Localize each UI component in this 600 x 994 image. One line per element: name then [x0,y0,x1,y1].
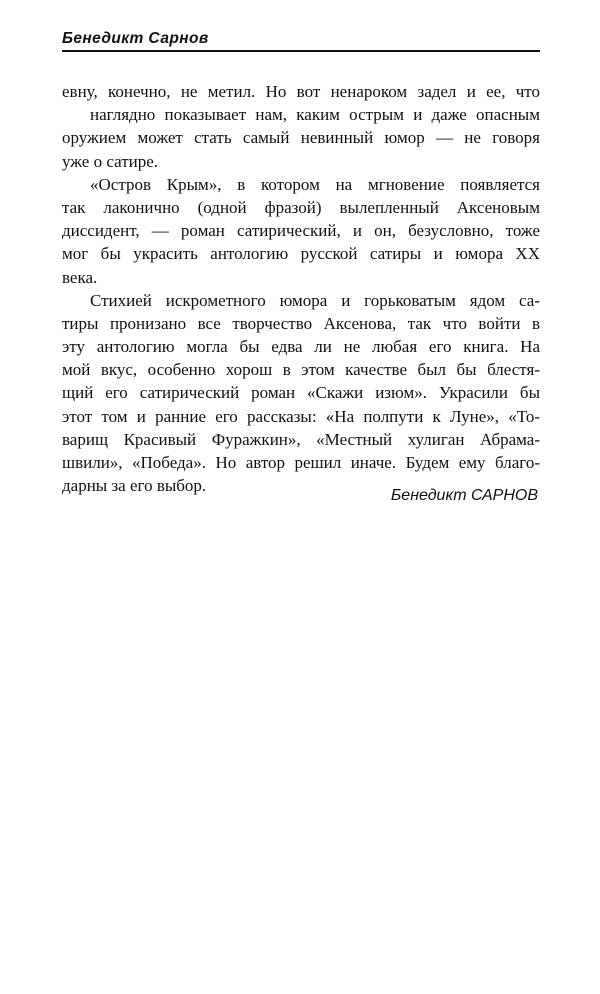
text-line: уже о сатире. [62,151,159,171]
body-text [62,80,540,497]
text-line: наглядно показывает нам, каким острым и даже опасным [90,105,540,125]
paragraph [62,289,540,498]
paragraph [62,80,540,173]
text-line: тиры пронизано все творчество Аксенова, так что войти в [62,313,540,333]
text-line: этот том и ранние его рассказы: «На полпути к Луне», «То- [62,406,540,426]
text-line: Стихией искрометного юмора и горьковатым ядом са- [90,290,540,310]
text-line: «Остров Крым», в котором на мгновение появляется [90,174,540,194]
header-rule [62,50,540,52]
running-title: Бенедикт Сарнов [62,30,209,47]
text-line: так лаконично (одной фразой) вылепленный Аксеновым [62,197,540,217]
text-line: швили», «Победа». Но автор решил иначе. Будем ему благо- [62,453,540,472]
text-line: оружием может стать самый невинный юмор — не говоря [62,128,540,148]
text-line: века. [62,267,98,287]
text-line: мог бы украсить антологию русской сатиры и юмора XX [62,244,540,264]
author-signature: Бенедикт САРНОВ [390,487,538,504]
text-line: дарны за его выбор. [62,476,207,496]
paragraph [62,173,540,289]
text-line: диссидент, — роман сатирический, и он, безусловно, тоже [62,221,540,241]
text-line: щий его сатирический роман «Скажи изюм». Украсили бы [62,383,540,403]
text-line: эту антологию могла бы едва ли не любая его книга. На [62,337,540,357]
text-line: мой вкус, особенно хорош в этом качестве был бы блестя- [62,360,540,380]
text-line: варищ Красивый Фуражкин», «Местный хулиган Абрама- [62,429,540,449]
text-line: евну, конечно, не метил. Но вот ненароком задел и ее, что [62,82,540,101]
